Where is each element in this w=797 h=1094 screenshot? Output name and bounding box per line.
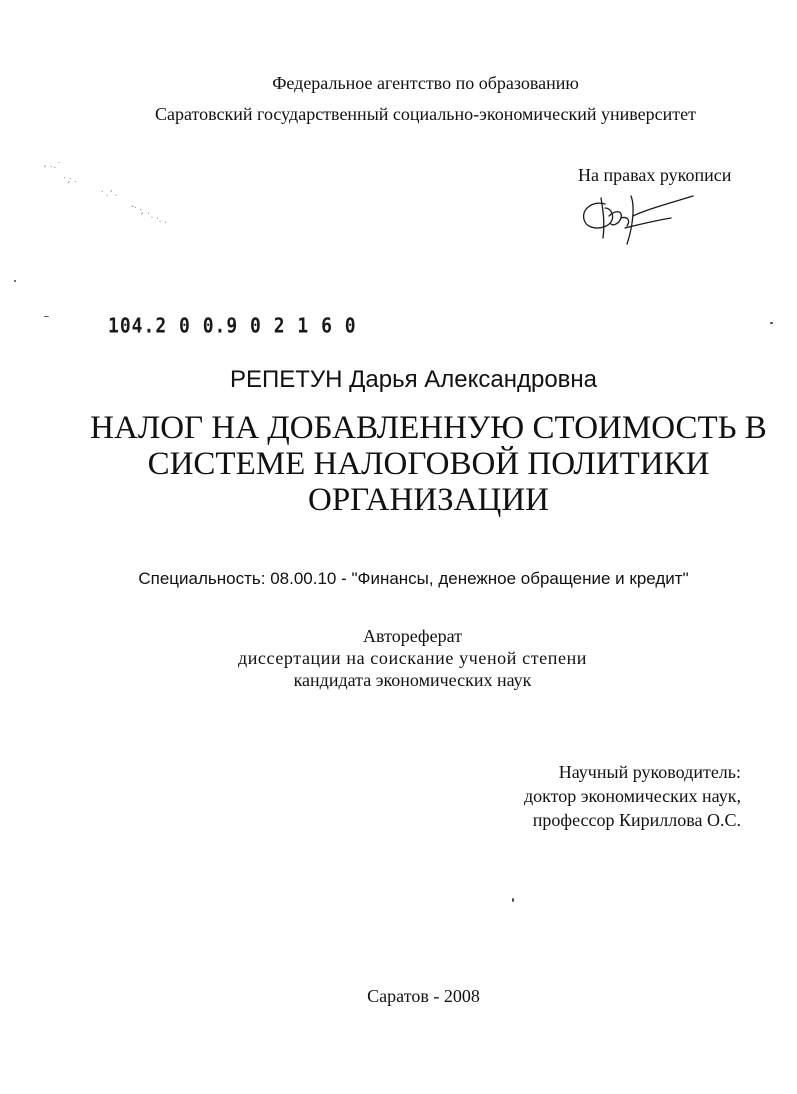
svg-text:· ; ·: · ; · bbox=[60, 173, 79, 188]
svg-text:ʼ ·. ·: ʼ ·. · bbox=[43, 158, 63, 175]
author-name: РЕПЕТУН Дарья Александровна bbox=[229, 366, 598, 393]
svg-text:· .ʼ ·: · .ʼ · bbox=[99, 187, 119, 202]
city-year: Саратов - 2008 bbox=[367, 986, 480, 1006]
svg-text:· ·. .: · ·. . bbox=[149, 213, 169, 226]
supervisor-label: Научный руководитель: bbox=[558, 762, 741, 782]
supervisor-name: профессор Кириллова О.С. bbox=[532, 810, 741, 830]
abstract-heading bbox=[0, 625, 797, 691]
dissertation-title bbox=[60, 410, 797, 518]
signature-icon bbox=[575, 186, 695, 248]
specialty: Специальность: 08.00.10 - "Финансы, денежное обращение и кредит" bbox=[138, 569, 689, 588]
title-line: ОРГАНИЗАЦИИ bbox=[307, 482, 550, 518]
manuscript-rights: На правах рукописи bbox=[578, 165, 732, 185]
scan-speck bbox=[512, 898, 514, 902]
scan-speck bbox=[14, 280, 16, 282]
abstract-purpose: диссертации на соискание ученой степени bbox=[237, 648, 588, 668]
stamp-marks-icon bbox=[40, 150, 200, 230]
title-line: НАЛОГ НА ДОБАВЛЕННУЮ СТОИМОСТЬ В bbox=[90, 410, 767, 446]
abstract-label: Автореферат bbox=[363, 626, 462, 646]
agency-name: Федеральное агентство по образованию bbox=[272, 73, 579, 93]
scan-speck bbox=[44, 316, 49, 317]
svg-text:-· ·, ·: -· ·, · bbox=[128, 201, 152, 220]
supervisor-block bbox=[524, 760, 741, 832]
university-name: Саратовский государственный социально-экономический университет bbox=[155, 104, 696, 124]
abstract-degree: кандидата экономических наук bbox=[293, 670, 532, 690]
title-line: СИСТЕМЕ НАЛОГОВОЙ ПОЛИТИКИ bbox=[147, 446, 710, 482]
registration-code: 104.2 0 0.9 0 2 1 6 0 bbox=[108, 314, 357, 339]
scan-speck bbox=[770, 322, 773, 324]
supervisor-degree: доктор экономических наук, bbox=[524, 786, 741, 806]
